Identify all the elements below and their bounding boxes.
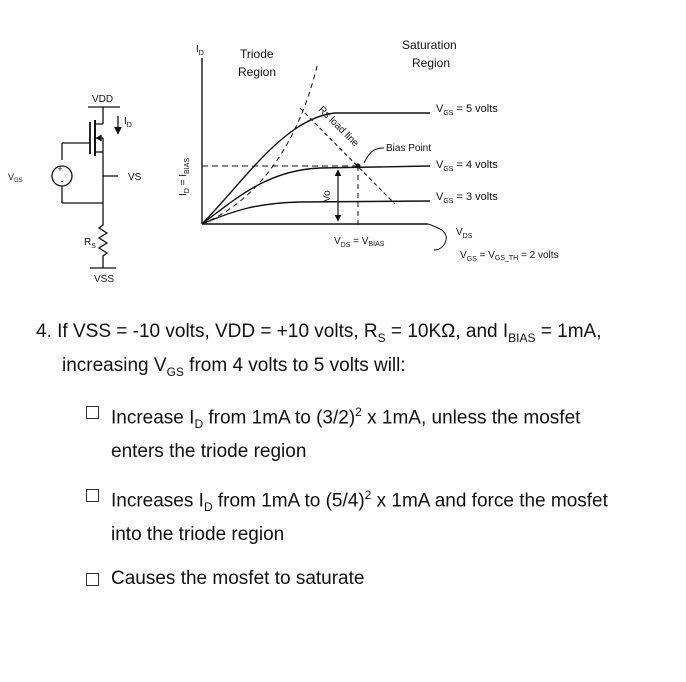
rs-load-line — [300, 108, 395, 204]
bias-point-label: Bias Point — [386, 143, 432, 154]
id-arrow-label: $I_D$ — [124, 116, 132, 129]
iv-graph — [202, 58, 446, 250]
load-line-label: Rs load line — [315, 104, 361, 150]
threshold-label: $V_{GS} = V_{GS\_TH} = 2$ volts — [460, 250, 559, 263]
option-2-checkbox[interactable] — [86, 489, 99, 502]
answer-option-1[interactable]: Increase $I_D$ from 1mA to $(3/2)^2$ x 1mA, unless the mosfet enters the triode region — [86, 398, 666, 466]
curve-label-vgs-5: $V_{GS} = 5$ volts — [436, 103, 498, 117]
vgs-minus-sign: - — [60, 176, 64, 186]
vgs-plus-sign: + — [57, 164, 63, 174]
bias-point-marker — [356, 164, 361, 169]
triode-region-label: Triode — [240, 47, 274, 61]
question-line-1: 4. If VSS = -10 volts, VDD = +10 volts, $R_S = 10K\Omega$, and $I_{BIAS} = 1mA$, — [36, 321, 602, 345]
vds-bias-label: $V_{DS} = V_{BIAS}$ — [334, 236, 385, 249]
saturation-boundary — [202, 62, 318, 224]
option-3-checkbox[interactable] — [86, 573, 99, 586]
vdd-label: VDD — [92, 94, 114, 105]
answer-option-3[interactable]: Causes the mosfet to saturate — [86, 565, 666, 593]
option-1-checkbox[interactable] — [86, 406, 99, 419]
vs-label: VS — [128, 172, 142, 183]
saturation-region-label: Saturation — [402, 38, 457, 52]
curve-label-vgs-3: $V_{GS} = 3$ volts — [436, 191, 498, 205]
rs-label: $R_S$ — [84, 237, 96, 250]
svg-text:Region: Region — [412, 56, 451, 70]
vss-label: VSS — [94, 274, 115, 285]
vds-axis-label: $V_{DS}$ — [456, 227, 473, 240]
mosfet-figure — [0, 0, 686, 300]
vgs-label: $V_{GS}$ — [8, 172, 23, 184]
ibias-label: $I_D = I_{BIAS}$ — [178, 158, 191, 196]
bias-point-leader — [364, 148, 384, 163]
vo-label: Vo — [322, 190, 333, 202]
curve-label-vgs-4: $V_{GS} = 4$ volts — [436, 159, 498, 173]
rs-resistor — [99, 215, 107, 268]
answer-option-2[interactable]: Increases $I_D$ from 1mA to $(5/4)^2$ x 1mA and force the mosfet into the triode region — [86, 481, 666, 549]
y-axis-label: $I_D$ — [196, 44, 204, 57]
svg-text:Region: Region — [238, 65, 277, 79]
question-text — [36, 318, 656, 386]
curve-vgs-4 — [202, 166, 430, 224]
question-line-2: increasing $V_{GS}$ from 4 volts to 5 volts will: — [62, 354, 406, 379]
